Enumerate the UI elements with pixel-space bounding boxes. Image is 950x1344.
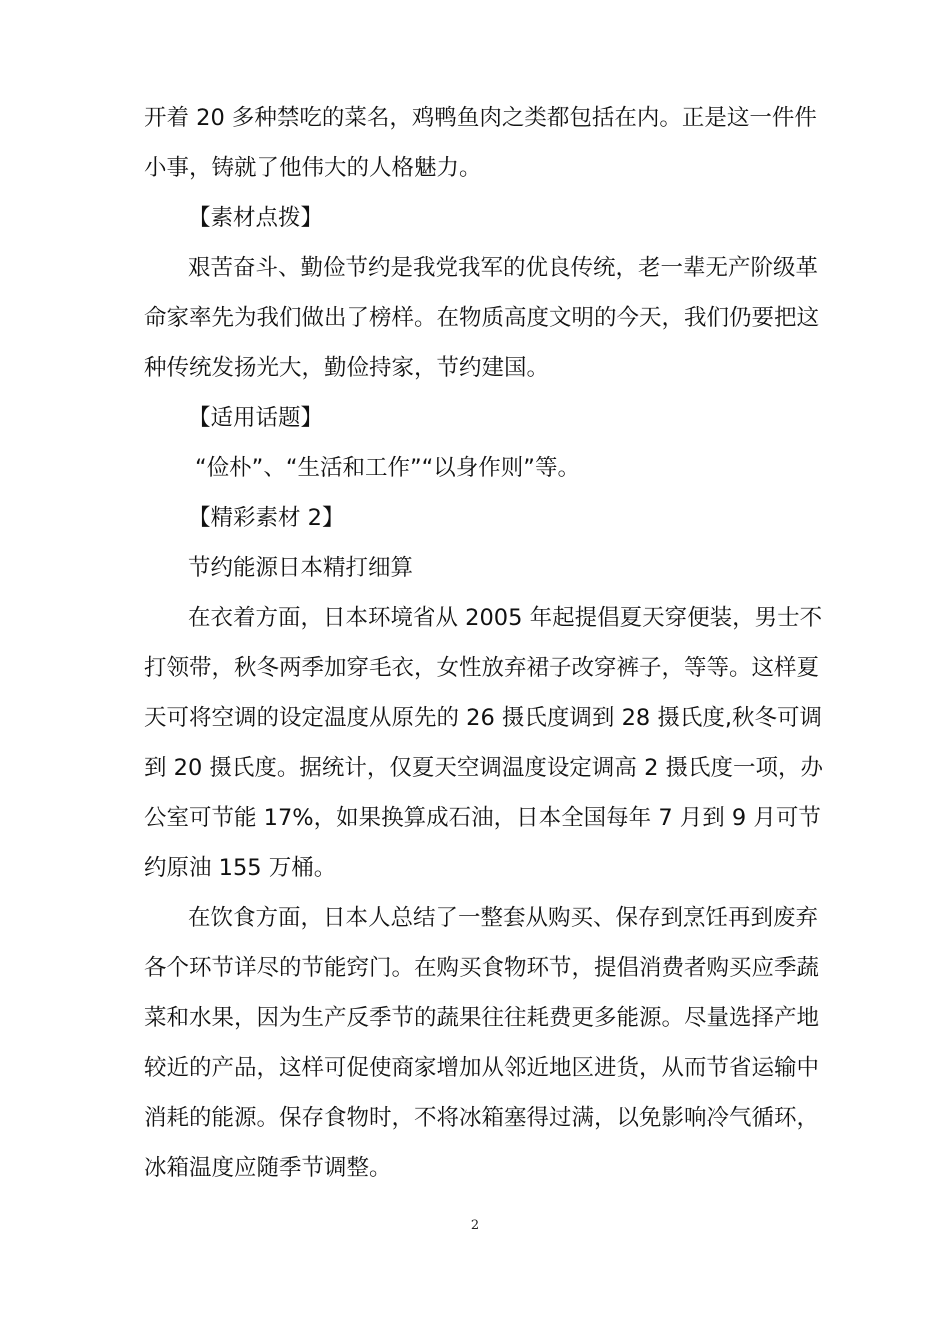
- body-text-line: 命家率先为我们做出了榜样。在物质高度文明的今天，我们仍要把这: [144, 305, 820, 331]
- body-text-line: 种传统发扬光大，勤俭持家，节约建国。: [144, 355, 550, 381]
- page-number: 2: [470, 1218, 480, 1233]
- body-text-line: 小事，铸就了他伟大的人格魅力。: [144, 155, 482, 181]
- body-text-line: 开着 20 多种禁吃的菜名，鸡鸭鱼肉之类都包括在内。正是这一件件: [144, 105, 817, 131]
- body-text-line: 天可将空调的设定温度从原先的 26 摄氏度调到 28 摄氏度,秋冬可调: [144, 705, 823, 731]
- article-title: 节约能源日本精打细算: [188, 555, 414, 581]
- body-text-line: 菜和水果，因为生产反季节的蔬果往往耗费更多能源。尽量选择产地: [144, 1005, 820, 1031]
- body-text-line: 冰箱温度应随季节调整。: [144, 1155, 392, 1181]
- body-text-line: 在衣着方面，日本环境省从 2005 年起提倡夏天穿便装，男士不: [188, 605, 823, 631]
- section-heading: 【素材点拨】: [188, 205, 324, 231]
- body-text-line: 艰苦奋斗、勤俭节约是我党我军的优良传统，老一辈无产阶级革: [188, 255, 819, 281]
- body-text-line: 打领带，秋冬两季加穿毛衣，女性放弃裙子改穿裤子，等等。这样夏: [144, 655, 820, 681]
- body-text-line: 到 20 摄氏度。据统计，仅夏天空调温度设定调高 2 摄氏度一项，办: [144, 755, 824, 781]
- body-text-line: 较近的产品，这样可促使商家增加从邻近地区进货，从而节省运输中: [144, 1055, 820, 1081]
- body-text-line: 约原油 155 万桶。: [144, 855, 337, 881]
- section-heading: 【精彩素材 2】: [188, 505, 345, 531]
- body-text-line: “俭朴”、“生活和工作”“以身作则”等。: [195, 455, 580, 481]
- section-heading: 【适用话题】: [188, 405, 324, 431]
- body-text-line: 各个环节详尽的节能窍门。在购买食物环节，提倡消费者购买应季蔬: [144, 955, 820, 981]
- body-text-line: 在饮食方面，日本人总结了一整套从购买、保存到烹饪再到废弃: [188, 905, 819, 931]
- body-text-line: 消耗的能源。保存食物时，不将冰箱塞得过满，以免影响冷气循环，: [144, 1105, 820, 1131]
- body-text-line: 公室可节能 17%，如果换算成石油，日本全国每年 7 月到 9 月可节: [144, 805, 821, 831]
